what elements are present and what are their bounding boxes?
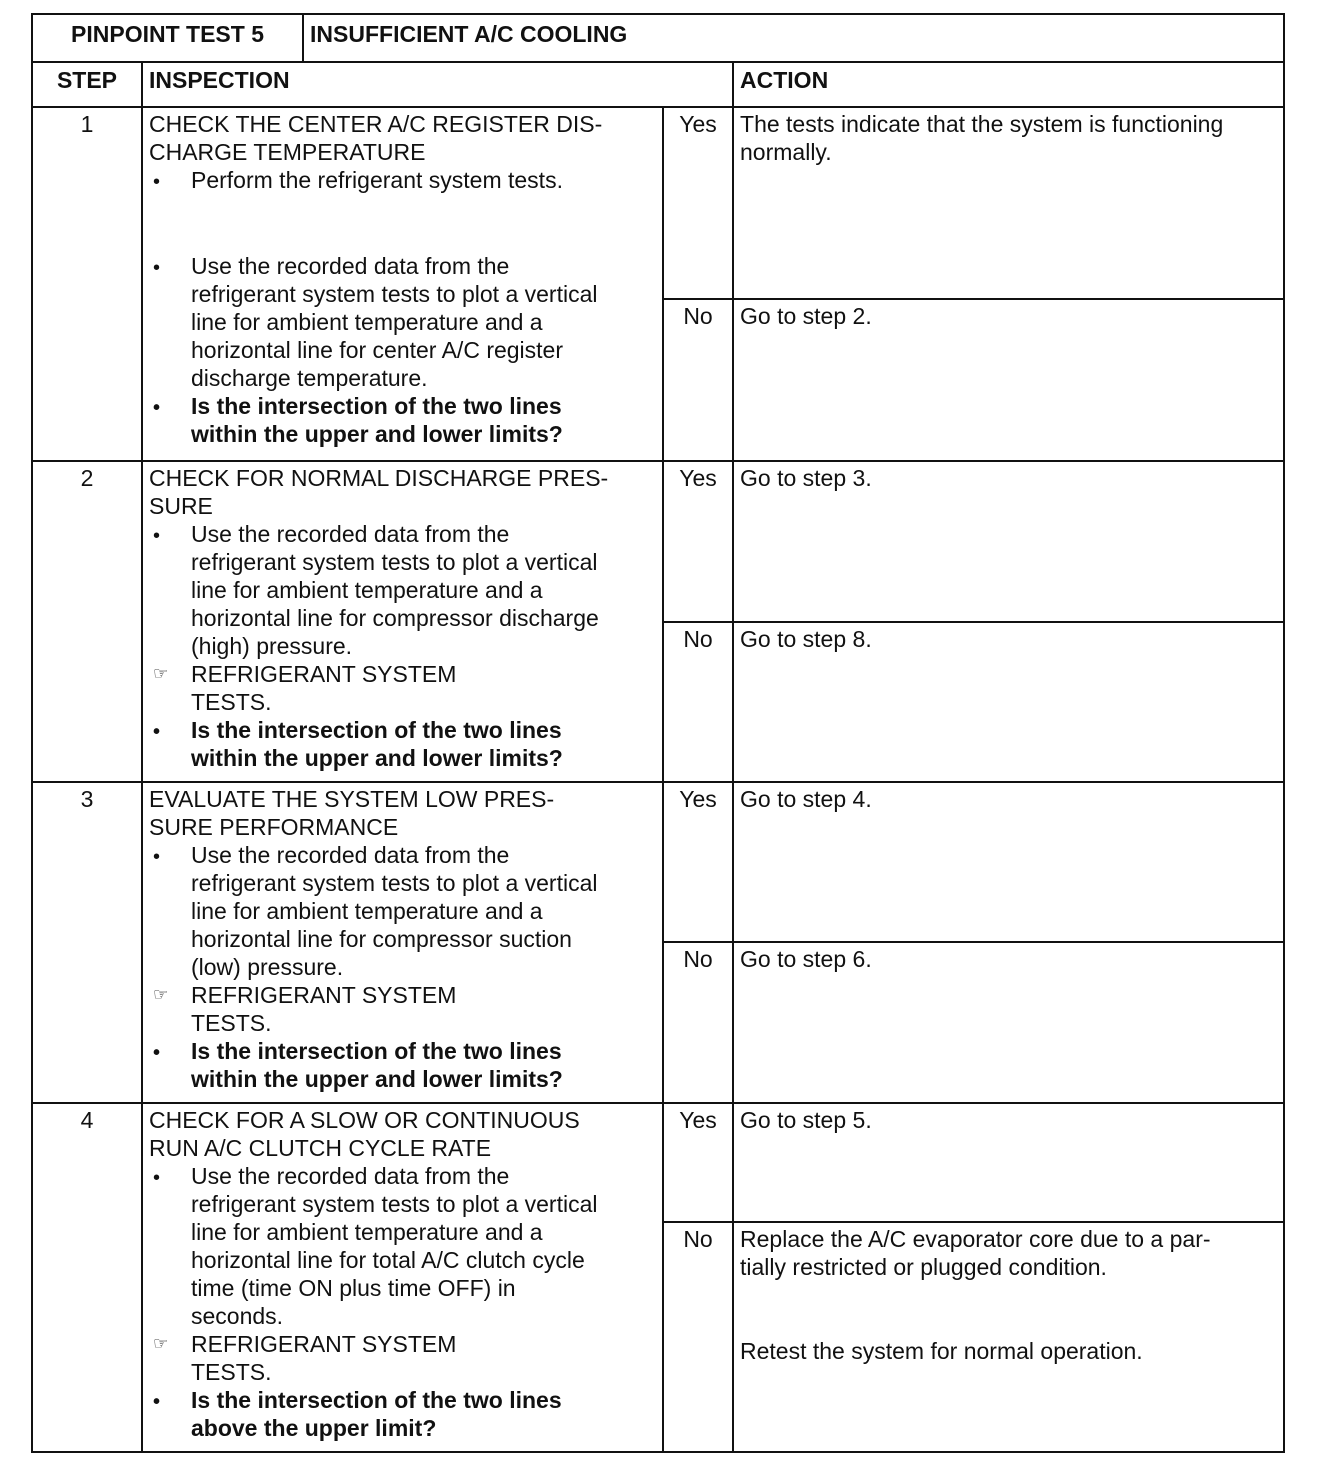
- yes-label: Yes: [663, 782, 733, 942]
- bullet-line: refrigerant system tests to plot a vertical: [191, 281, 598, 307]
- question-line: Is the intersection of the two lines: [191, 393, 562, 419]
- reference-item: [149, 981, 652, 1037]
- bullet-line: discharge temperature.: [191, 365, 428, 391]
- action-line: tially restricted or plugged condition.: [740, 1254, 1107, 1280]
- step-row-3: [32, 782, 1284, 942]
- bullet-line: (low) pressure.: [191, 954, 344, 980]
- action-line: Retest the system for normal operation.: [740, 1338, 1143, 1364]
- bullet-line: horizontal line for compressor suction: [191, 926, 572, 952]
- step-number: 1: [32, 107, 142, 461]
- bullet-item: [149, 1162, 652, 1330]
- col-inspection-header: INSPECTION: [142, 62, 733, 107]
- reference-line: REFRIGERANT SYSTEM: [191, 1331, 457, 1357]
- bullet-line: line for ambient temperature and a: [191, 898, 543, 924]
- question-text: [191, 1037, 652, 1093]
- bullet-line: refrigerant system tests to plot a vertical: [191, 870, 598, 896]
- pointing-hand-icon: ☞: [153, 664, 169, 683]
- bullet-text: Perform the refrigerant system tests.: [191, 167, 563, 193]
- bullet-item: [149, 520, 652, 660]
- bullet-line: (high) pressure.: [191, 633, 353, 659]
- reference-line: REFRIGERANT SYSTEM: [191, 661, 457, 687]
- reference-text: [191, 660, 652, 716]
- test-id: PINPOINT TEST 5: [32, 14, 303, 62]
- step-heading: EVALUATE THE SYSTEM LOW PRES-: [149, 786, 555, 812]
- bullet-dot-icon: [149, 1386, 191, 1442]
- step-row-4: [32, 1103, 1284, 1222]
- step-row-2: [32, 461, 1284, 622]
- bullet-dot-icon: [149, 716, 191, 772]
- bullet-line: Use the recorded data from the: [191, 521, 510, 547]
- pointing-hand-icon: ☞: [153, 985, 169, 1004]
- pinpoint-test-sheet: [31, 13, 1283, 1453]
- step-heading: CHARGE TEMPERATURE: [149, 139, 426, 165]
- reference-line: TESTS.: [191, 689, 272, 715]
- bullet-line: line for ambient temperature and a: [191, 1219, 543, 1245]
- bullet-line: horizontal line for total A/C clutch cycle: [191, 1247, 585, 1273]
- bullet-line: horizontal line for center A/C register: [191, 337, 564, 363]
- reference-text: [191, 1330, 652, 1386]
- pointing-hand-icon: ☞: [153, 1334, 169, 1353]
- step-heading: CHECK FOR A SLOW OR CONTINUOUS: [149, 1107, 580, 1133]
- reference-item: [149, 1330, 652, 1386]
- action-line: normally.: [740, 139, 832, 165]
- bullet-line: horizontal line for compressor discharge: [191, 605, 599, 631]
- question-line: within the upper and lower limits?: [191, 421, 563, 447]
- question-text: [191, 392, 652, 448]
- bullet-dot-icon: [149, 1162, 191, 1330]
- bullet-dot-icon: [149, 1037, 191, 1093]
- no-action: Go to step 6.: [733, 942, 1284, 1103]
- no-action: [733, 1222, 1284, 1452]
- action-line: Replace the A/C evaporator core due to a par-: [740, 1226, 1211, 1252]
- reference-line: TESTS.: [191, 1359, 272, 1385]
- question-text: [191, 1386, 652, 1442]
- question-item: [149, 392, 652, 448]
- action-line: The tests indicate that the system is functioning: [740, 111, 1224, 137]
- bullet-line: seconds.: [191, 1303, 284, 1329]
- question-line: Is the intersection of the two lines: [191, 1038, 562, 1064]
- bullet-dot-icon: [149, 392, 191, 448]
- no-action: Go to step 8.: [733, 622, 1284, 782]
- bullet-dot-icon: [149, 841, 191, 981]
- bullet-dot-icon: [149, 520, 191, 660]
- question-line: Is the intersection of the two lines: [191, 717, 562, 743]
- col-step-header: STEP: [32, 62, 142, 107]
- no-label: No: [663, 1222, 733, 1452]
- column-header-row: [32, 62, 1284, 107]
- step-number: 2: [32, 461, 142, 782]
- yes-action: Go to step 4.: [733, 782, 1284, 942]
- question-line: above the upper limit?: [191, 1415, 437, 1441]
- yes-label: Yes: [663, 107, 733, 299]
- reference-text: [191, 981, 652, 1037]
- inspection-cell: [142, 782, 663, 1103]
- bullet-text: [191, 520, 652, 660]
- question-text: [191, 716, 652, 772]
- bullet-item: [149, 841, 652, 981]
- bullet-dot-icon: [149, 252, 191, 392]
- step-heading: RUN A/C CLUTCH CYCLE RATE: [149, 1135, 492, 1161]
- step-number: 4: [32, 1103, 142, 1452]
- bullet-line: Use the recorded data from the: [191, 842, 510, 868]
- bullet-line: line for ambient temperature and a: [191, 309, 543, 335]
- step-heading: SURE: [149, 493, 213, 519]
- question-line: Is the intersection of the two lines: [191, 1387, 562, 1413]
- test-title: INSUFFICIENT A/C COOLING: [303, 14, 1284, 62]
- yes-action: Go to step 5.: [733, 1103, 1284, 1222]
- step-number: 3: [32, 782, 142, 1103]
- question-line: within the upper and lower limits?: [191, 1066, 563, 1092]
- bullet-text: [191, 1162, 652, 1330]
- bullet-line: refrigerant system tests to plot a vertical: [191, 549, 598, 575]
- col-action-header: ACTION: [733, 62, 1284, 107]
- yes-action: Go to step 3.: [733, 461, 1284, 622]
- inspection-cell: [142, 107, 663, 461]
- bullet-line: line for ambient temperature and a: [191, 577, 543, 603]
- no-label: No: [663, 299, 733, 461]
- question-item: [149, 716, 652, 772]
- pinpoint-test-table: [31, 13, 1285, 1453]
- inspection-cell: [142, 1103, 663, 1452]
- yes-action: [733, 107, 1284, 299]
- question-item: [149, 1386, 652, 1442]
- reference-item: [149, 660, 652, 716]
- question-line: within the upper and lower limits?: [191, 745, 563, 771]
- bullet-line: Use the recorded data from the: [191, 1163, 510, 1189]
- step-heading: CHECK FOR NORMAL DISCHARGE PRES-: [149, 465, 609, 491]
- spacer: [740, 1281, 1277, 1337]
- step-row-1: [32, 107, 1284, 299]
- yes-label: Yes: [663, 461, 733, 622]
- step-heading: CHECK THE CENTER A/C REGISTER DIS-: [149, 111, 603, 137]
- reference-line: TESTS.: [191, 1010, 272, 1036]
- title-row: [32, 14, 1284, 62]
- bullet-line: refrigerant system tests to plot a vertical: [191, 1191, 598, 1217]
- spacer: [149, 196, 652, 252]
- bullet-line: time (time ON plus time OFF) in: [191, 1275, 516, 1301]
- bullet-item: [149, 252, 652, 392]
- reference-line: REFRIGERANT SYSTEM: [191, 982, 457, 1008]
- yes-label: Yes: [663, 1103, 733, 1222]
- question-item: [149, 1037, 652, 1093]
- bullet-text: [191, 841, 652, 981]
- no-label: No: [663, 942, 733, 1103]
- bullet-dot-icon: [149, 166, 191, 196]
- step-heading: SURE PERFORMANCE: [149, 814, 399, 840]
- bullet-item: [149, 166, 652, 196]
- no-label: No: [663, 622, 733, 782]
- no-action: Go to step 2.: [733, 299, 1284, 461]
- bullet-line: Use the recorded data from the: [191, 253, 510, 279]
- bullet-text: [191, 252, 652, 392]
- inspection-cell: [142, 461, 663, 782]
